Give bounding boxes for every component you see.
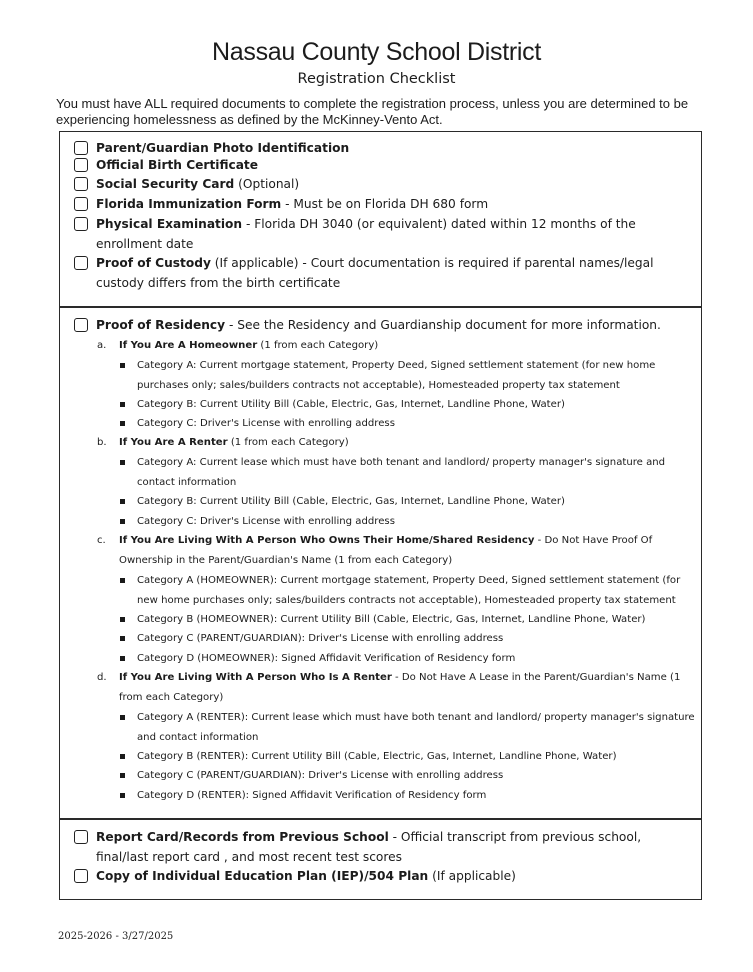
checklist-item-birth-certificate: [74, 156, 694, 176]
residency-section: [59, 306, 702, 820]
checklist-item-immunization: [74, 195, 694, 215]
checkbox[interactable]: [74, 158, 88, 172]
list-item: Category B: Current Utility Bill (Cable, Electric, Gas, Internet, Landline Phone, Water): [120, 395, 695, 415]
list-item: Category A: Current mortgage statement, Property Deed, Signed settlement statement (for new home purchases only; sales/builders contracts not acceptable), Homesteaded property tax statement: [120, 356, 695, 395]
option-heading: If You Are A Homeowner: [119, 340, 258, 351]
list-item: Category C: Driver's License with enrolling address: [120, 512, 695, 532]
item-label: Florida Immunization Form: [96, 197, 282, 211]
checklist-item-physical-exam: [74, 215, 694, 254]
option-note: - Do Not Have A Lease in the Parent/Guardian's Name (1 from each Category): [119, 672, 681, 703]
item-label: Parent/Guardian Photo Identification: [96, 141, 350, 155]
item-label: Copy of Individual Education Plan (IEP)/504 Plan: [96, 869, 429, 883]
list-item: Category D (HOMEOWNER): Signed Affidavit Verification of Residency form: [120, 649, 695, 669]
bullet-icon: [120, 421, 125, 426]
item-note: - Must be on Florida DH 680 form: [281, 197, 489, 211]
checkbox[interactable]: [74, 217, 88, 231]
option-note: (1 from each Category): [227, 437, 349, 448]
residency-option-shared-homeowner: [97, 531, 692, 570]
checkbox[interactable]: [74, 141, 88, 155]
item-label: Proof of Custody: [96, 256, 211, 270]
footer-version-date: 2025-2026 - 3/27/2025: [58, 931, 174, 942]
bullet-icon: [120, 519, 125, 524]
intro-text: You must have ALL required documents to complete the registration process, unless you are determined to be experiencing homelessness as defined by the McKinney-Vento Act.: [56, 96, 689, 127]
checklist-item-custody: [74, 254, 694, 293]
item-note: - See the Residency and Guardianship document for more information.: [225, 318, 661, 332]
checkbox[interactable]: [74, 177, 88, 191]
list-item: Category D (RENTER): Signed Affidavit Verification of Residency form: [120, 786, 695, 806]
item-label: Official Birth Certificate: [96, 158, 259, 172]
checkbox[interactable]: [74, 197, 88, 211]
residency-option-shared-renter: [97, 668, 692, 707]
checkbox[interactable]: [74, 318, 88, 332]
list-item: Category A (HOMEOWNER): Current mortgage statement, Property Deed, Signed settlement statement (for new home purchases only; sales/builders contracts not acceptable), Homesteaded property tax statement: [120, 571, 695, 610]
academic-records-section: [59, 818, 702, 900]
list-item: Category A (RENTER): Current lease which must have both tenant and landlord/ property manager's signature and contact information: [120, 708, 695, 747]
option-letter: a.: [97, 340, 107, 351]
option-note: - Do Not Have Proof Of Ownership in the Parent/Guardian's Name (1 from each Category): [119, 535, 653, 566]
residency-option-homeowner: [97, 336, 692, 356]
checklist-item-social-security: [74, 175, 694, 195]
checkbox[interactable]: [74, 256, 88, 270]
item-note: - Florida DH 3040 (or equivalent) dated within 12 months of the enrollment date: [96, 217, 636, 251]
item-label: Proof of Residency: [96, 318, 226, 332]
item-note: (Optional): [234, 177, 300, 191]
checkbox[interactable]: [74, 869, 88, 883]
page-title: Nassau County School District: [212, 38, 541, 66]
item-note: (If applicable): [428, 869, 516, 883]
bullet-icon: [120, 363, 125, 368]
list-item: Category C (PARENT/GUARDIAN): Driver's License with enrolling address: [120, 766, 695, 786]
item-note: (If applicable) - Court documentation is required if parental names/legal custody differs from the birth certificate: [96, 256, 654, 290]
item-label: Report Card/Records from Previous School: [96, 830, 389, 844]
bullet-icon: [120, 656, 125, 661]
option-letter: c.: [97, 535, 106, 546]
checkbox[interactable]: [74, 830, 88, 844]
list-item: Category A: Current lease which must have both tenant and landlord/ property manager's signature and contact information: [120, 453, 695, 492]
option-note: (1 from each Category): [257, 340, 379, 351]
option-heading: If You Are Living With A Person Who Owns Their Home/Shared Residency: [119, 535, 535, 546]
checklist-item-residency: [74, 316, 694, 336]
option-heading: If You Are A Renter: [119, 437, 228, 448]
bullet-icon: [120, 578, 125, 583]
list-item: Category B: Current Utility Bill (Cable, Electric, Gas, Internet, Landline Phone, Water): [120, 492, 695, 512]
bullet-icon: [120, 499, 125, 504]
list-item: Category B (RENTER): Current Utility Bill (Cable, Electric, Gas, Internet, Landline Phone, Water): [120, 747, 695, 767]
residency-option-renter: [97, 433, 692, 453]
bullet-icon: [120, 715, 125, 720]
bullet-icon: [120, 636, 125, 641]
option-heading: If You Are Living With A Person Who Is A Renter: [119, 672, 392, 683]
checklist-item-report-card: [74, 828, 694, 867]
bullet-icon: [120, 402, 125, 407]
list-item: Category C: Driver's License with enrolling address: [120, 414, 695, 434]
list-item: Category B (HOMEOWNER): Current Utility Bill (Cable, Electric, Gas, Internet, Landline Phone, Water): [120, 610, 695, 630]
bullet-icon: [120, 773, 125, 778]
bullet-icon: [120, 754, 125, 759]
bullet-icon: [120, 793, 125, 798]
identity-documents-section: [59, 131, 702, 308]
bullet-icon: [120, 617, 125, 622]
item-note: - Official transcript from previous school, final/last report card , and most recent test scores: [96, 830, 642, 864]
list-item: Category C (PARENT/GUARDIAN): Driver's License with enrolling address: [120, 629, 695, 649]
option-letter: d.: [97, 672, 107, 683]
item-label: Physical Examination: [96, 217, 243, 231]
option-letter: b.: [97, 437, 107, 448]
checklist-item-iep: [74, 867, 694, 887]
page-subtitle: Registration Checklist: [297, 71, 456, 87]
item-label: Social Security Card: [96, 177, 235, 191]
bullet-icon: [120, 460, 125, 465]
